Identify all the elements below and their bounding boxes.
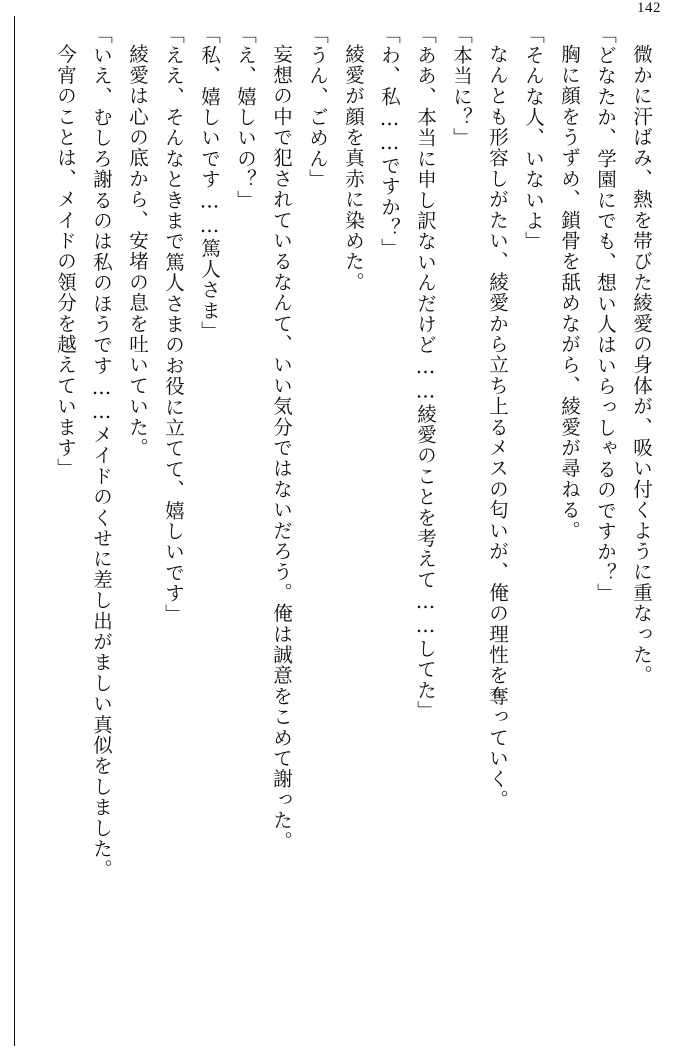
paragraph: 今宵のことは、メイドの領分を越えています」 xyxy=(54,44,77,479)
paragraph: 「そんな人、いないよ」 xyxy=(522,24,545,252)
paragraph: 「え、嬉しいの？」 xyxy=(234,24,257,211)
paragraph: 「いえ、むしろ謝るのは私のほうです……メイドのくせに差し出がましい真似をしました。 xyxy=(90,24,113,880)
paragraph: 「本当に？」 xyxy=(450,24,473,149)
paragraph: 「私、嬉しいです……篤人さま」 xyxy=(198,24,221,342)
paragraph: なんとも形容しがたい、綾愛から立ち上るメスの匂いが、俺の理性を奪っていく。 xyxy=(486,44,509,810)
page-frame-rule xyxy=(14,16,15,1046)
paragraph: 「わ、私……ですか？」 xyxy=(378,24,401,259)
paragraph: 「うん、ごめん」 xyxy=(306,24,329,190)
paragraph: 胸に顔をうずめ、鎖骨を舐めながら、綾愛が尋ねる。 xyxy=(558,44,581,541)
paragraph: 「ああ、本当に申し訳ないんだけど……綾愛のことを考えて……してた」 xyxy=(414,24,437,722)
paragraph: 綾愛が顔を真赤に染めた。 xyxy=(342,44,365,293)
paragraph: 妄想の中で犯されているなんて、いい気分ではないだろう。俺は誠意をこめて謝った。 xyxy=(270,44,293,852)
paragraph: 「ええ、そんなときまで篤人さまのお役に立てて、嬉しいです」 xyxy=(162,24,185,625)
paragraph: 「どなたか、学園にでも、想い人はいらっしゃるのですか？」 xyxy=(594,24,617,604)
paragraph: 綾愛は心の底から、安堵の息を吐いていた。 xyxy=(126,44,149,458)
body-text-vertical xyxy=(22,24,659,1029)
paragraph: 微かに汗ばみ、熱を帯びた綾愛の身体が、吸い付くように重なった。 xyxy=(630,44,653,686)
page-number: 142 xyxy=(637,0,661,16)
